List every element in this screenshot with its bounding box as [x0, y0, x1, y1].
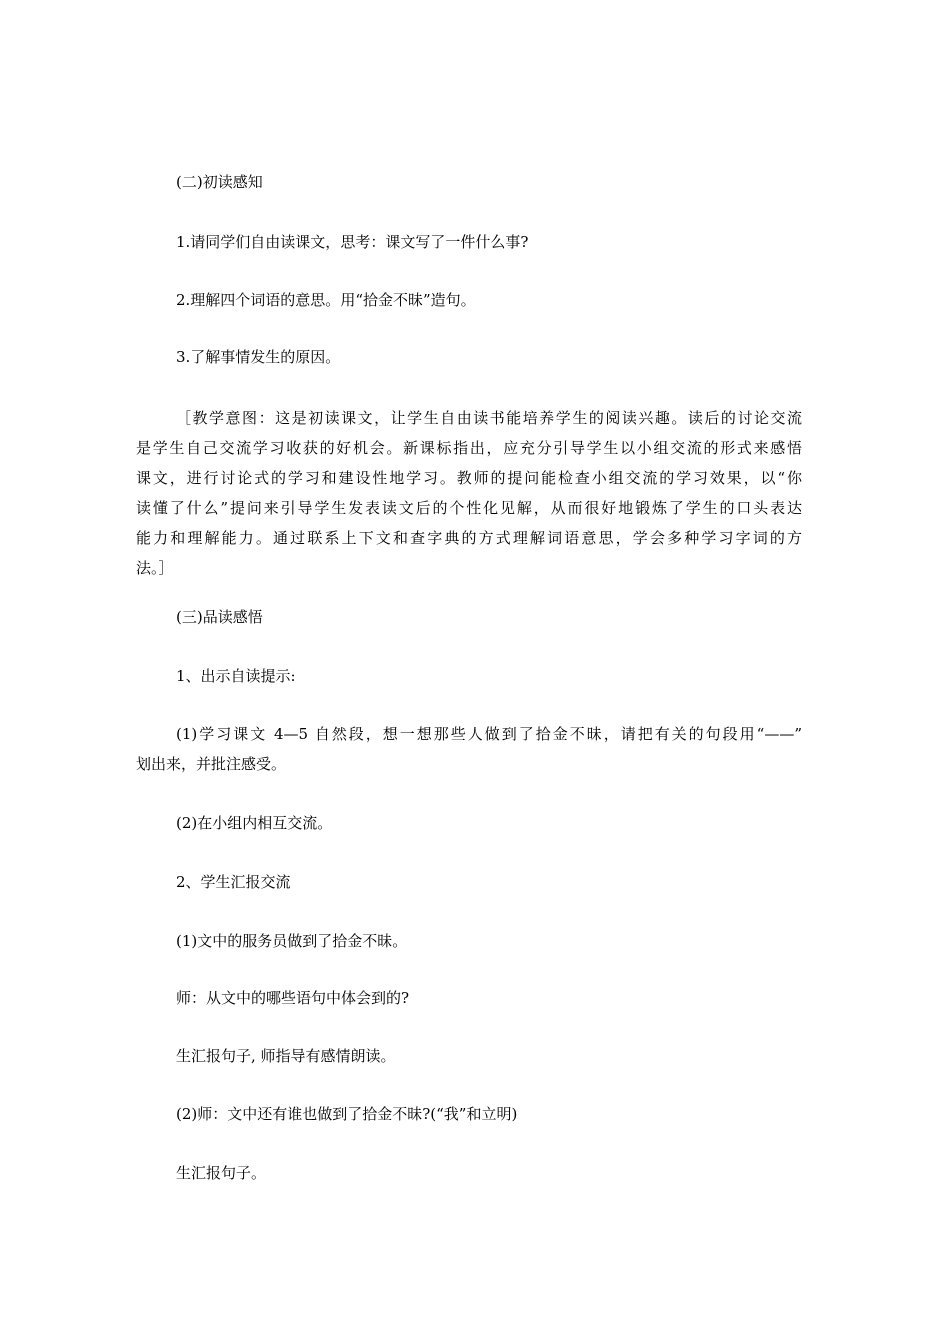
list-item-2: 2.理解四个词语的意思。用“拾金不昧”造句。 — [176, 291, 476, 309]
step-1: 1、出示自读提示: — [176, 667, 296, 685]
teaching-intent-line-5: 能力和理解能力。通过联系上下文和查字典的方式理解词语意思，学会多种学习字词的方 — [136, 529, 802, 547]
teaching-intent-line-4: 读懂了什么”提问来引导学生发表读文后的个性化见解，从而很好地锻炼了学生的口头表达 — [136, 499, 802, 517]
student-reply-2: 生汇报句子。 — [176, 1164, 267, 1182]
teaching-intent-line-2: 是学生自己交流学习收获的好机会。新课标指出，应充分引导学生以小组交流的形式来感悟 — [136, 439, 802, 457]
reading-prompt-1-line-1: (1)学习课文 4—5 自然段，想一想那些人做到了拾金不昧，请把有关的句段用“——” — [176, 725, 802, 743]
teaching-intent-paragraph — [136, 403, 802, 583]
list-item-1: 1.请同学们自由读课文，思考：课文写了一件什么事? — [176, 233, 529, 251]
reading-prompt-1-line-2: 划出来，并批注感受。 — [136, 755, 287, 773]
section-heading-close-reading: (三)品读感悟 — [176, 608, 263, 626]
teacher-question: 师：从文中的哪些语句中体会到的? — [176, 989, 410, 1007]
report-1: (1)文中的服务员做到了拾金不昧。 — [176, 932, 408, 950]
report-2: (2)师：文中还有谁也做到了拾金不昧?(“我”和立明) — [176, 1105, 518, 1123]
step-2: 2、学生汇报交流 — [176, 873, 291, 891]
student-reply-1: 生汇报句子, 师指导有感情朗读。 — [176, 1047, 396, 1065]
teaching-intent-line-1: ［教学意图：这是初读课文，让学生自由读书能培养学生的阅读兴趣。读后的讨论交流 — [176, 409, 802, 427]
list-item-3: 3.了解事情发生的原因。 — [176, 348, 341, 366]
reading-prompt-2: (2)在小组内相互交流。 — [176, 814, 333, 832]
reading-prompt-1 — [136, 719, 802, 779]
teaching-intent-line-3: 课文，进行讨论式的学习和建设性地学习。教师的提问能检查小组交流的学习效果，以“你 — [136, 469, 802, 487]
section-heading-initial-reading: (二)初读感知 — [176, 173, 263, 191]
teaching-intent-line-6: 法。］ — [136, 559, 174, 577]
